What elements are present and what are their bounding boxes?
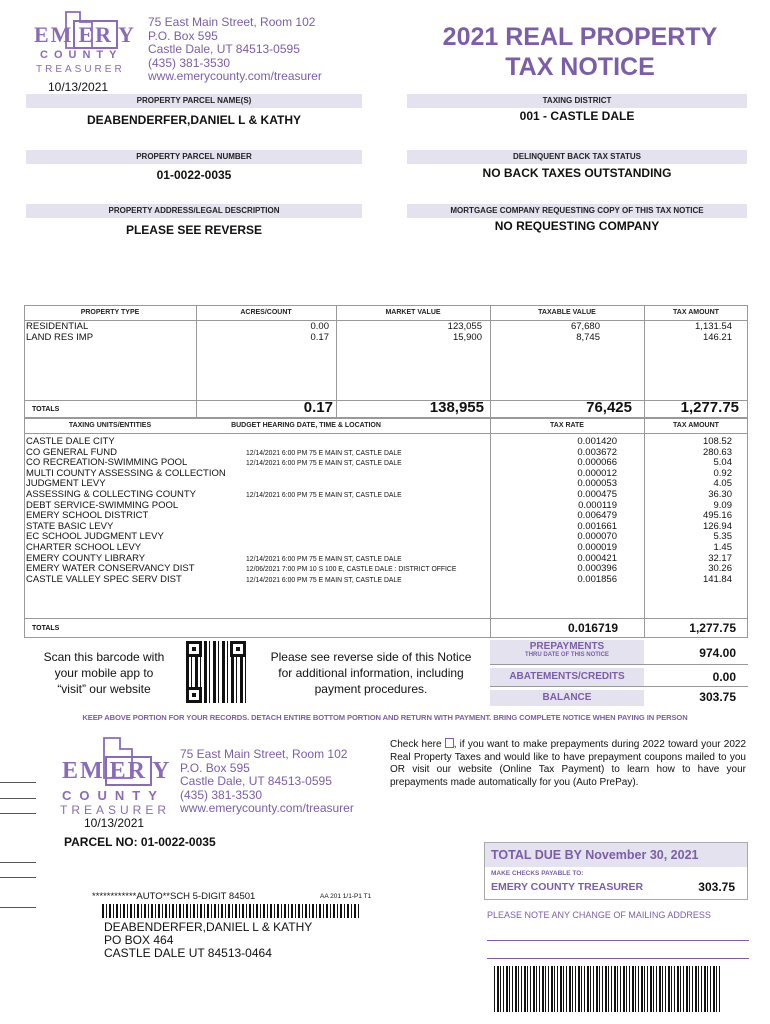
list-item: 5.04 <box>713 457 732 469</box>
col-acres: ACRES/COUNT <box>240 309 292 316</box>
list-item: 0.000066 <box>577 457 617 469</box>
mailing-address <box>104 921 312 960</box>
text-line: Please see reverse side of this Notice <box>270 650 472 664</box>
property-taxable <box>490 322 600 343</box>
address-change-line[interactable] <box>487 940 749 941</box>
prepayments-sub: THRU DATE OF THIS NOTICE <box>525 652 609 658</box>
logo-county: COUNTY <box>40 49 123 61</box>
list-item: 9.09 <box>713 499 732 511</box>
list-item: 12/14/2021 6:00 PM 75 E MAIN ST, CASTLE DALE <box>246 574 402 584</box>
list-item: CO RECREATION-SWIMMING POOL <box>26 457 188 469</box>
total-entity-amount: 1,277.75 <box>689 621 736 635</box>
total-acres: 0.17 <box>303 399 333 416</box>
address-change-line[interactable] <box>487 958 749 959</box>
list-item: 0.000396 <box>577 563 617 575</box>
address-value: PLEASE SEE REVERSE <box>125 223 263 237</box>
mail-name: DEABENDERFER,DANIEL L & KATHY <box>104 920 313 934</box>
table-cell: 1,131.54 <box>695 321 732 332</box>
text-line: payment procedures. <box>314 682 428 696</box>
mortgage-value: NO REQUESTING COMPANY <box>494 219 660 233</box>
property-acres <box>196 322 329 343</box>
prepayments-box <box>490 640 644 664</box>
list-item: 141.84 <box>702 573 732 585</box>
delinquent-label: DELINQUENT BACK TAX STATUS <box>407 150 747 164</box>
parcel-label: PROPERTY PARCEL NUMBER <box>26 150 362 164</box>
payable-label: MAKE CHECKS PAYABLE TO: <box>491 870 584 877</box>
address-line: 75 East Main Street, Room 102 <box>180 747 348 761</box>
total-due-value: 303.75 <box>698 880 735 894</box>
col-tax-rate: TAX RATE <box>550 422 584 429</box>
stub-parcel: PARCEL NO: 01-0022-0035 <box>64 835 216 849</box>
notice-title <box>400 22 760 82</box>
stub-logo <box>60 742 180 816</box>
logo-text: EM <box>34 22 74 47</box>
list-item: 0.000012 <box>577 467 617 479</box>
list-item <box>246 437 485 448</box>
list-item <box>246 479 485 490</box>
list-item: MULTI COUNTY ASSESSING & COLLECTION <box>26 467 226 479</box>
mail-code-right: AA 201 1/1-P1 T1 <box>320 893 372 900</box>
total-market: 138,955 <box>429 399 484 416</box>
list-item <box>246 532 485 543</box>
list-item: 108.52 <box>702 436 732 447</box>
table-cell: 123,055 <box>447 321 482 332</box>
stub-county-address <box>180 748 354 816</box>
prepay-checkbox[interactable] <box>445 738 454 748</box>
text-line: “visit” our website <box>57 682 151 696</box>
list-item: 1.45 <box>713 541 732 553</box>
address-line: 75 East Main Street, Room 102 <box>148 15 316 29</box>
stub-date: 10/13/2021 <box>84 816 145 830</box>
prepay-instructions <box>390 738 746 789</box>
table-cell: 0.17 <box>310 331 329 343</box>
total-due-header <box>485 843 747 867</box>
col-hearing: BUDGET HEARING DATE, TIME & LOCATION <box>231 422 381 429</box>
list-item: 0.000053 <box>577 478 617 490</box>
col-market: MARKET VALUE <box>385 309 441 316</box>
balance-value: 303.75 <box>699 690 736 704</box>
list-item: 0.001661 <box>577 520 617 532</box>
list-item: 0.001856 <box>577 573 617 585</box>
district-label: TAXING DISTRICT <box>407 94 747 108</box>
total-rate: 0.016719 <box>567 621 618 635</box>
logo-treasurer: TREASURER <box>36 64 125 75</box>
table-cell: LAND RES IMP <box>26 331 94 343</box>
balance-label: BALANCE <box>542 692 592 703</box>
hearing-info <box>246 437 485 585</box>
list-item <box>246 522 485 533</box>
list-item: 0.000019 <box>577 541 617 553</box>
mailing-note: PLEASE NOTE ANY CHANGE OF MAILING ADDRESS <box>487 910 711 920</box>
list-item: 30.26 <box>708 563 732 575</box>
entity-names <box>26 437 226 585</box>
reverse-instructions <box>258 649 484 697</box>
list-item: 12/14/2021 6:00 PM 75 E MAIN ST, CASTLE DALE <box>246 489 402 499</box>
postal-barcode-icon <box>102 904 360 918</box>
list-item: 0.000070 <box>577 531 617 543</box>
property-totals-label: TOTALS <box>32 406 60 413</box>
list-item: 4.05 <box>713 478 732 490</box>
prepayments-value: 974.00 <box>699 646 736 660</box>
logo-text-end: Y <box>152 758 172 784</box>
list-item: 0.000475 <box>577 488 617 500</box>
property-market <box>336 322 482 343</box>
col-property-type: PROPERTY TYPE <box>80 309 140 316</box>
property-types <box>26 322 93 343</box>
list-item <box>246 469 485 480</box>
payment-barcode-icon <box>494 966 722 1012</box>
list-item: 12/14/2021 6:00 PM 75 E MAIN ST, CASTLE DALE <box>246 458 402 468</box>
col-tax-amount: TAX AMOUNT <box>673 309 719 316</box>
list-item: EMERY WATER CONSERVANCY DIST <box>26 563 195 575</box>
col-entity-amount: TAX AMOUNT <box>673 422 719 429</box>
list-item: 0.000119 <box>578 499 617 511</box>
table-cell: 146.21 <box>702 331 732 343</box>
county-address <box>148 16 322 84</box>
list-item: STATE BASIC LEVY <box>26 520 114 532</box>
address-line: P.O. Box 595 <box>180 760 250 775</box>
address-line: Castle Dale, UT 84513-0595 <box>148 42 300 56</box>
text-line: your mobile app to <box>54 666 154 680</box>
text-line: for additional information, including <box>278 666 464 680</box>
barcode-instructions <box>34 649 174 697</box>
address-line: Castle Dale, UT 84513-0595 <box>180 774 332 788</box>
owner-value: DEABENDERFER,DANIEL L & KATHY <box>86 113 301 127</box>
address-label: PROPERTY ADDRESS/LEGAL DESCRIPTION <box>26 204 362 218</box>
col-taxing-units: TAXING UNITS/ENTITIES <box>68 422 152 429</box>
list-item: JUDGMENT LEVY <box>26 478 106 490</box>
table-cell: 8,745 <box>576 331 600 343</box>
list-item: CO GENERAL FUND <box>26 446 117 458</box>
total-tax: 1,277.75 <box>680 399 739 416</box>
logo-text-end: Y <box>118 22 136 47</box>
list-item: 12/14/2021 6:00 PM 75 E MAIN ST, CASTLE DALE <box>246 553 402 563</box>
list-item: 280.63 <box>702 446 732 458</box>
header-date: 10/13/2021 <box>48 80 109 94</box>
payable-to: EMERY COUNTY TREASURER <box>491 881 644 893</box>
qr-code-icon[interactable] <box>186 641 246 703</box>
property-tax <box>644 322 732 343</box>
list-item: 32.17 <box>708 552 732 564</box>
list-item: EC SCHOOL JUDGMENT LEVY <box>26 531 164 543</box>
abatements-label: ABATEMENTS/CREDITS <box>509 671 625 682</box>
address-line: (435) 381-3530 <box>180 787 263 802</box>
mortgage-label: MORTGAGE COMPANY REQUESTING COPY OF THIS TAX NOTICE <box>407 204 747 218</box>
total-taxable: 76,425 <box>586 399 632 416</box>
detach-notice: KEEP ABOVE PORTION FOR YOUR RECORDS. DETACH ENTIRE BOTTOM PORTION AND RETURN WITH PAYMENT. BRING COMPLETE NOTICE WHEN PAYING IN PERSON <box>82 713 688 722</box>
title-line-2: TAX NOTICE <box>505 53 655 81</box>
delinquent-value: NO BACK TAXES OUTSTANDING <box>482 166 672 180</box>
list-item: EMERY COUNTY LIBRARY <box>26 552 146 564</box>
abatements-value: 0.00 <box>712 670 736 684</box>
address-line: P.O. Box 595 <box>148 28 218 43</box>
total-due-box <box>484 842 748 900</box>
table-cell: 15,900 <box>452 331 482 343</box>
list-item: 36.30 <box>708 488 732 500</box>
table-cell: 0.00 <box>310 321 329 332</box>
list-item: CASTLE VALLEY SPEC SERV DIST <box>26 573 182 585</box>
text-line: Scan this barcode with <box>43 650 165 664</box>
list-item: CASTLE DALE CITY <box>26 436 115 447</box>
prepayments-label: PREPAYMENTS <box>529 641 605 652</box>
list-item: 5.35 <box>713 531 732 543</box>
owner-label: PROPERTY PARCEL NAME(S) <box>26 94 362 108</box>
list-item <box>246 511 485 522</box>
list-item <box>246 543 485 554</box>
prepay-text-end: , if you want to make prepayments during 2022 toward your 2022 Real Property Taxes and would like to have prepayment coupons mailed to you OR visit our website (Online Tax Payment) to learn how to have your prepayments made automatically for you (Auto PrePay). <box>390 739 747 788</box>
list-item: CHARTER SCHOOL LEVY <box>26 541 142 553</box>
entity-amounts <box>644 437 732 585</box>
col-taxable: TAXABLE VALUE <box>538 309 596 316</box>
mail-address-line: CASTLE DALE UT 84513-0464 <box>104 946 272 960</box>
total-due-label: TOTAL DUE BY November 30, 2021 <box>491 848 699 862</box>
logo-county: COUNTY <box>62 788 165 803</box>
list-item: 126.94 <box>702 520 732 532</box>
list-item: 0.001420 <box>577 436 617 447</box>
list-item: ASSESSING & COLLECTING COUNTY <box>26 488 196 500</box>
list-item <box>246 501 485 512</box>
list-item: 495.16 <box>702 510 732 522</box>
list-item: 12/06/2021 7:00 PM 10 S 100 E, CASTLE DALE : DISTRICT OFFICE <box>246 564 457 574</box>
table-cell: 67,680 <box>570 321 600 332</box>
list-item: 0.92 <box>713 467 732 479</box>
mail-code: ************AUTO**SCH 5-DIGIT 84501 <box>92 891 256 902</box>
list-item: 0.006479 <box>577 510 617 522</box>
entity-rates <box>490 437 617 585</box>
county-logo <box>30 14 136 78</box>
parcel-value: 01-0022-0035 <box>156 168 232 182</box>
logo-text: EM <box>62 758 105 784</box>
abatements-box <box>490 668 644 686</box>
address-line: (435) 381-3530 <box>148 55 231 70</box>
table-cell: RESIDENTIAL <box>26 321 89 332</box>
list-item: 12/14/2021 6:00 PM 75 E MAIN ST, CASTLE DALE <box>246 447 402 457</box>
list-item: EMERY SCHOOL DISTRICT <box>26 510 149 522</box>
list-item: 0.000421 <box>577 552 617 564</box>
title-line-1: 2021 REAL PROPERTY <box>442 23 718 51</box>
list-item: 0.003672 <box>577 446 617 458</box>
logo-treasurer: TREASURER <box>60 803 171 817</box>
prepay-text-start: Check here <box>390 739 442 750</box>
address-line[interactable]: www.emerycounty.com/treasurer <box>148 69 322 83</box>
entities-totals-label: TOTALS <box>32 625 60 632</box>
logo-text-box: ER <box>105 756 152 786</box>
balance-box <box>490 690 644 706</box>
list-item: DEBT SERVICE-SWIMMING POOL <box>26 499 179 511</box>
address-line[interactable]: www.emerycounty.com/treasurer <box>180 801 354 815</box>
mail-address-line: PO BOX 464 <box>104 933 174 947</box>
district-value: 001 - CASTLE DALE <box>519 109 635 123</box>
logo-text-box: ER <box>73 20 118 49</box>
